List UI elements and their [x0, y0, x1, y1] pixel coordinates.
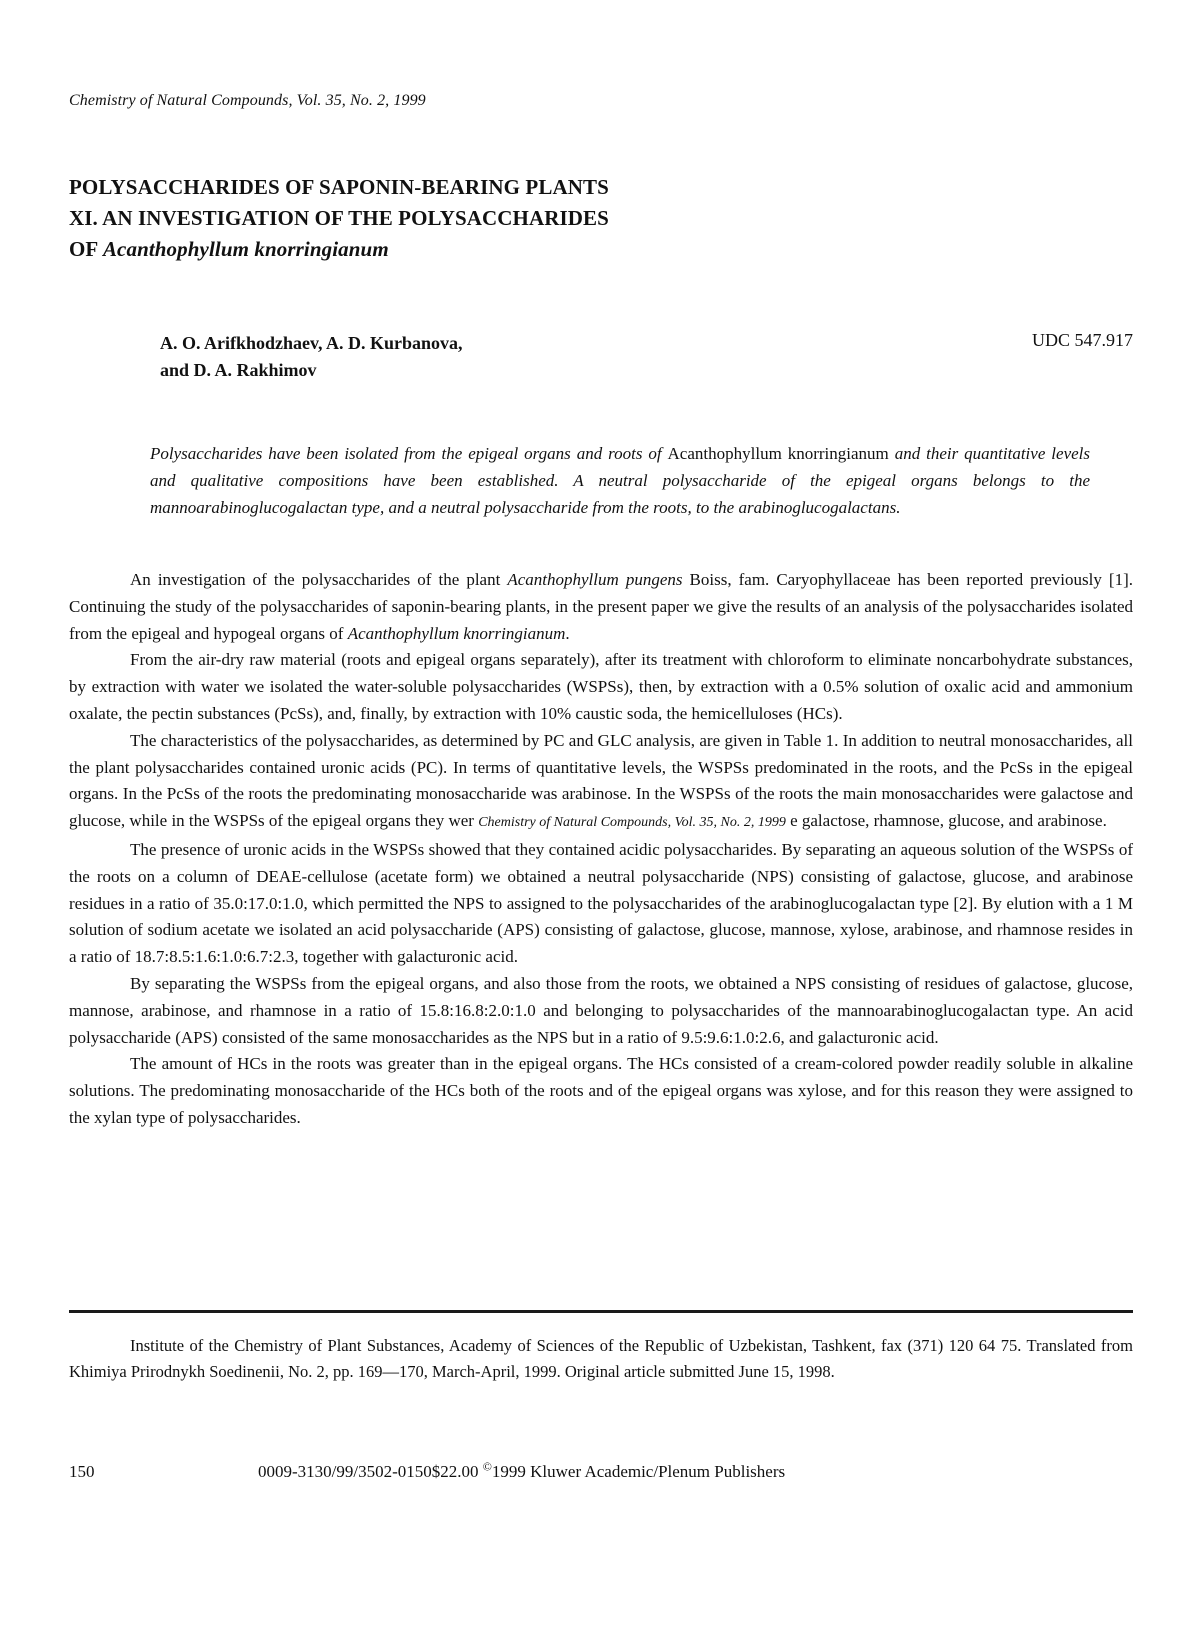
copyright-text: 1999 Kluwer Academic/Plenum Publishers [491, 1462, 786, 1481]
title-line-3-prefix: OF [69, 237, 103, 261]
paragraph-1-c: . [565, 623, 570, 643]
paragraph-4: The presence of uronic acids in the WSPSs showed that they contained acidic polysaccharides. By separating an aqueous solution of the WSPSs of the roots on a column of DEAE-cellulose (acetate form) we obtained a neutral polysaccharide (NPS) consisting of galactose, glucose, and arabinose residues in a ratio of 35.0:17.0:1.0, which permitted the NPS to assigned to the polysaccharides of the arabinoglucogalactan type [2]. By elution with a 1 M solution of sodium acetate we isolated an acid polysaccharide (APS) consisting of galactose, glucose, mannose, xylose, arabinose, and rhamnose resides in a ratio of 18.7:8.5:1.6:1.0:6.7:2.3, together with galacturonic acid. [69, 839, 1133, 967]
copyright-line [258, 1459, 786, 1482]
footnote: Institute of the Chemistry of Plant Substances, Academy of Sciences of the Republic of Uzbekistan, Tashkent, fax (371) 120 64 75. Translated from Khimiya Prirodnykh Soedinenii, No. 2, pp. 169—170, March-April, 1999. Original article submitted June 15, 1998. [69, 1336, 1133, 1381]
paragraph-5: By separating the WSPSs from the epigeal organs, and also those from the roots, we obtained a NPS consisting of residues of galactose, glucose, mannose, arabinose, and rhamnose in a ratio of 15.8:16.8:2.0:1.0 and belonging to polysaccharides of the mannoarabinoglucogalactan type. An acid polysaccharide (APS) consisted of the same monosaccharides as the NPS but in a ratio of 9.5:9.6:1.0:2.6, and galacturonic acid. [69, 973, 1133, 1047]
title-species: Acanthophyllum knorringianum [102, 237, 389, 261]
paragraph-1 [69, 567, 1133, 647]
copyright-code: 0009-3130/99/3502-0150$22.00 [258, 1462, 483, 1481]
copyright-mark: © [482, 1459, 492, 1474]
body-text [69, 567, 1133, 1132]
paragraph-3-a: The characteristics of the polysaccharides, as determined by PC and GLC analysis, are given in Table 1. In addition to neutral monosaccharides, all the plant polysaccharides contained uronic acids (PC). In terms of quantitative levels, the WSPSs predominated in the roots, and the PcSs in the epigeal organs. In the PcSs of the roots the predominating monosaccharide was arabinose. In the WSPSs of the roots the main monosaccharides were galactose and glucose, while in the WSPSs of the epigeal organs they wer [69, 730, 1133, 831]
footnote-divider [69, 1310, 1133, 1313]
authors-line-2: and D. A. Rakhimov [160, 360, 317, 380]
authors [160, 330, 463, 384]
journal-header: Chemistry of Natural Compounds, Vol. 35, No. 2, 1999 [69, 92, 426, 109]
paragraph-6: The amount of HCs in the roots was greater than in the epigeal organs. The HCs consisted of a cream-colored powder readily soluble in alkaline solutions. The predominating monosaccharide of the HCs both of the roots and of the epigeal organs was xylose, and for this reason they were assigned to the xylan type of polysaccharides. [69, 1054, 1133, 1127]
paragraph-1-b: Boiss, fam. Caryophyllaceae has been reported previously [1]. Continuing the study of the polysaccharides of saponin-bearing plants, in the present paper we give the results of an analysis of the polysaccharides isolated from the epigeal and hypogeal organs of [69, 570, 1133, 643]
authors-line-1: A. O. Arifkhodzhaev, A. D. Kurbanova, [160, 333, 463, 353]
paragraph-3-inline-header: Chemistry of Natural Compounds, Vol. 35, No. 2, 1999 [478, 815, 786, 831]
page-number: 150 [69, 1462, 95, 1481]
title-line-1: POLYSACCHARIDES OF SAPONIN-BEARING PLANTS [69, 175, 609, 199]
paragraph-2: From the air-dry raw material (roots and epigeal organs separately), after its treatment with chloroform to eliminate noncarbohydrate substances, by extraction with water we isolated the water-soluble polysaccharides (WSPSs), then, by extraction with a 0.5% solution of oxalic acid and ammonium oxalate, the pectin substances (PcSs), and, finally, by extraction with 10% caustic soda, the hemicelluloses (HCs). [69, 650, 1133, 723]
paragraph-3-b: e galactose, rhamnose, glucose, and arabinose. [785, 811, 1107, 831]
article-title [69, 172, 609, 265]
abstract-part-1: Polysaccharides have been isolated from the epigeal organs and roots of [150, 444, 668, 463]
udc-code: UDC 547.917 [1031, 330, 1133, 350]
title-line-2: XI. AN INVESTIGATION OF THE POLYSACCHARIDES [69, 206, 609, 230]
abstract-species: Acanthophyllum knorringianum [667, 444, 889, 463]
paragraph-1-species-2: Acanthophyllum knorringianum [347, 623, 566, 643]
paragraph-1-species-1: Acanthophyllum pungens [507, 570, 683, 589]
paragraph-3 [69, 728, 1133, 837]
paragraph-1-a: An investigation of the polysaccharides of the plant [130, 570, 508, 589]
abstract-part-2: and their quantitative levels and qualitative compositions have been established. A neutral polysaccharide of the epigeal organs belongs to the mannoarabinoglucogalactan type, and a neutral polysaccharide from the roots, to the arabinoglucogalactans. [150, 444, 1090, 517]
abstract [150, 440, 1090, 521]
title-line-3 [69, 234, 609, 265]
